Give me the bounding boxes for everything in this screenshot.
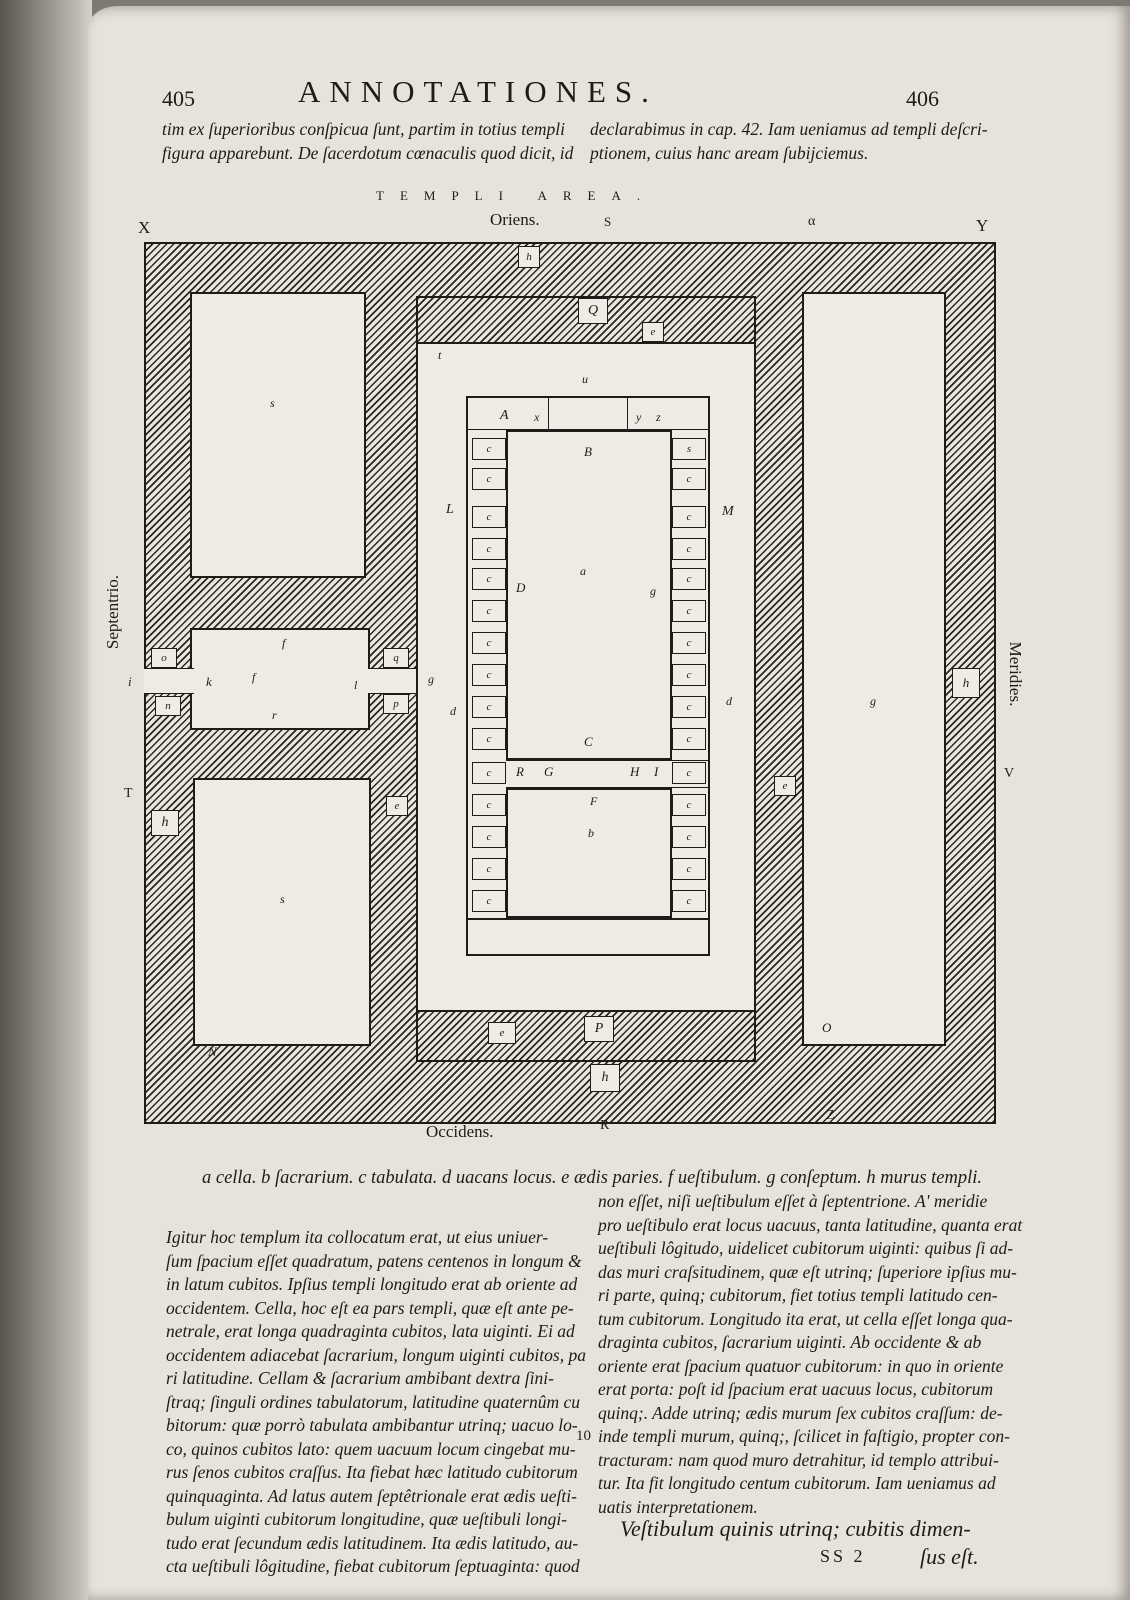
label-t: t [438, 348, 442, 362]
label-H: H [630, 764, 640, 779]
right-v-label: V [1004, 766, 1015, 781]
text-line: netrale, erat longa quadraginta cubitos, lata uiginti. Ei ad [166, 1321, 575, 1341]
chamber-cell: c [472, 468, 506, 490]
septentrio-label: Septentrio. [103, 574, 122, 650]
chamber-cell: c [672, 538, 706, 560]
plate-caption: a cella. b ſacrarium. c tabulata. d uacans locus. e ædis paries. f ueſtibulum. g conſeptum. h murus templi. [202, 1168, 983, 1188]
label-y: y [636, 410, 642, 424]
margin-line-number: 10 [576, 1428, 591, 1444]
bottom-last-word: ſus eſt. [920, 1544, 979, 1569]
chamber-cell: c [472, 506, 506, 528]
label-k: k [206, 674, 212, 689]
signature-mark: SS 2 [820, 1546, 866, 1566]
label-I: I [654, 764, 659, 779]
gate-h-top: h [518, 246, 540, 268]
south-court [802, 292, 946, 1046]
bottom-z-label: Z [826, 1108, 835, 1123]
chamber-cell: c [472, 890, 506, 912]
text-line: erat porta: poſt id ſpacium erat uacuus locus, cubitorum [598, 1379, 994, 1399]
gate-h-bottom: h [590, 1064, 620, 1092]
left-t-label: T [124, 786, 133, 801]
chamber-cell: c [472, 632, 506, 654]
chamber-cell: c [472, 568, 506, 590]
oriens-label: Oriens. [490, 210, 540, 229]
text-line: tudo erat ſecundum ædis latitudinem. Ita ædis latitudo, au- [166, 1532, 579, 1553]
text-line: ſum ſpacium eſſet quadratum, patens centenos in longum & [166, 1250, 582, 1271]
rear-line [466, 918, 710, 920]
label-L: L [446, 502, 454, 517]
label-M: M [722, 504, 734, 519]
chamber-cell: c [672, 858, 706, 880]
vestibule [190, 628, 370, 730]
chamber-cell: c [472, 794, 506, 816]
label-s: s [270, 396, 275, 410]
label-g-left: g [428, 672, 434, 686]
label-b: b [588, 826, 594, 840]
text-line: draginta cubitos, ſacrarium uiginti. Ab occidente & ab [598, 1332, 982, 1352]
label-u: u [582, 372, 588, 386]
sacrarium [506, 788, 672, 918]
text-line: cta ueſtibuli lôgitudine, fiebat cubitorum ſeptuaginta: quod [166, 1556, 580, 1576]
label-N: N [208, 1044, 217, 1059]
chamber-cell: c [472, 728, 506, 750]
gate-h-right: h [952, 668, 980, 698]
left-i-label: i [128, 674, 132, 689]
corner-x-label: X [138, 218, 151, 237]
chamber-cell: c [472, 664, 506, 686]
occidens-label: Occidens. [426, 1122, 494, 1141]
running-head: ANNOTATIONES. [298, 74, 658, 109]
gate-o-box: o [151, 648, 177, 668]
text-line: bitorum: quæ porrò tabulata ambibantur utrinq; uacuo lo- [166, 1415, 578, 1435]
chamber-cell: c [672, 696, 706, 718]
text-line: non eſſet, niſi ueſtibulum eſſet à ſeptentrione. A' meridie [598, 1191, 988, 1211]
gate-q-box: Q [578, 298, 608, 324]
text-line: ptionem, cuius hanc aream ſubijciemus. [590, 142, 869, 163]
label-x: x [534, 410, 540, 424]
text-line: uatis interpretationem. [598, 1496, 758, 1517]
text-line: das muri craſsitudinem, quæ eſt utrinq; ſuperiore ipſius mu- [598, 1261, 1017, 1282]
top-text-right [590, 118, 988, 165]
wall-e-box: e [386, 796, 408, 816]
text-line: occidentem adiacebat ſacrarium, longum uiginti cubitos, pa [166, 1344, 586, 1365]
text-line: in latum cubitos. Ipſius templi longitudo erat ab oriente ad [166, 1274, 578, 1294]
label-s-lower: s [280, 892, 285, 906]
chamber-cell: c [672, 664, 706, 686]
label-g-right: g [870, 694, 876, 708]
text-line: ri latitudine. Cellam & ſacrarium ambibant dextra ſini- [166, 1368, 554, 1388]
chamber-cell: c [672, 794, 706, 816]
text-line: Igitur hoc templum ita collocatum erat, ut eius uniuer- [166, 1227, 549, 1247]
corner-y-label: Y [976, 216, 989, 235]
wall-e-box: e [642, 322, 664, 342]
label-a: a [580, 564, 586, 578]
chamber-cell: c [672, 568, 706, 590]
text-line: rus ſenos cubitos craſſus. Ita fiebat hæc latitudo cubitorum [166, 1462, 578, 1482]
body-left-column [166, 1226, 586, 1579]
text-line: quinquaginta. Ad latus autem ſeptêtrionale erat ædis ueſti- [166, 1485, 577, 1506]
label-d-left: d [450, 704, 456, 718]
chamber-cell: c [672, 728, 706, 750]
label-z: z [656, 410, 661, 424]
gate-q-small-box: q [383, 648, 409, 668]
chamber-cell: c [672, 506, 706, 528]
left-page-number: 405 [162, 86, 195, 111]
gate-h-left: h [151, 810, 179, 836]
label-g-inner: g [650, 584, 656, 598]
label-O: O [822, 1020, 832, 1035]
chamber-cell: c [672, 600, 706, 622]
chamber-cell: c [672, 890, 706, 912]
text-line: tim ex ſuperioribus conſpicua ſunt, partim in totius templi [162, 119, 565, 139]
label-C: C [584, 734, 593, 749]
plate-title: TEMPLI AREA. [376, 188, 657, 203]
text-line: quinq;. Adde utrinq; ædis murum ſex cubitos craſſum: de- [598, 1402, 1003, 1423]
north-court-upper [190, 292, 366, 578]
chamber-cell: c [672, 468, 706, 490]
facing-page-edge [0, 0, 92, 1600]
wall-e-box: e [488, 1022, 516, 1044]
label-l: l [354, 678, 358, 692]
text-line: inde templi murum, quinq;, ſcilicet in faſtigio, propter con- [598, 1426, 1011, 1446]
bottom-text-line: Veſtibulum quinis utrinq; cubitis dimen- [620, 1516, 971, 1541]
label-D: D [516, 580, 526, 595]
text-line: ſtraq; ſinguli ordines tabulatorum, latitudine quaternûm cu [166, 1391, 580, 1412]
chamber-cell: c [472, 696, 506, 718]
label-f-upper: f [282, 636, 286, 650]
top-text-left [162, 118, 573, 165]
text-line: figura apparebunt. De ſacerdotum cœnaculis quod dicit, id [162, 142, 574, 163]
label-R: R [516, 764, 524, 779]
inner-passage [368, 668, 418, 694]
text-line: tur. Ita fit longitudo centum cubitorum. Iam ueniamus ad [598, 1473, 996, 1493]
label-f: f [252, 670, 256, 684]
right-page-number: 406 [906, 86, 939, 111]
text-line: declarabimus in cap. 42. Iam ueniamus ad templi deſcri- [590, 119, 988, 139]
chamber-cell: c [472, 538, 506, 560]
chamber-cell: c [472, 858, 506, 880]
porch-divider [548, 396, 628, 430]
text-line: occidentem. Cella, hoc eſt ea pars templi, quæ eſt ante pe- [166, 1297, 574, 1318]
gate-p-box: P [584, 1016, 614, 1042]
gate-p-small-box: p [383, 694, 409, 714]
chamber-cell: c [472, 826, 506, 848]
chamber-cell: c [472, 438, 506, 460]
chamber-cell: c [672, 762, 706, 784]
label-A: A [500, 408, 509, 423]
chamber-cell: c [472, 600, 506, 622]
chamber-cell: s [672, 438, 706, 460]
text-line: co, quinos cubitos lato: quem uacuum locum cingebat mu- [166, 1438, 576, 1459]
text-line: ri parte, quinq; cubitorum, fiet totius templi latitudo cen- [598, 1285, 998, 1305]
north-court-lower [193, 778, 371, 1046]
chamber-cell: c [472, 762, 506, 784]
label-d-right: d [726, 694, 732, 708]
text-line: ueſtibuli lôgitudo, uidelicet cubitorum uiginti: quibus ſi ad- [598, 1238, 1014, 1258]
chamber-cell: c [672, 826, 706, 848]
label-r: r [272, 708, 277, 722]
label-G: G [544, 764, 554, 779]
text-line: pro ueſtibulo erat locus uacuus, tanta latitudine, quanta erat [598, 1214, 1023, 1235]
bottom-r-label: R [600, 1118, 610, 1133]
text-line: oriente erat ſpacium quatuor cubitorum: in quo in oriente [598, 1355, 1004, 1376]
body-right-column [598, 1190, 1022, 1519]
label-F: F [590, 794, 598, 808]
north-passage [144, 668, 194, 694]
meridies-label: Meridies. [1006, 641, 1025, 707]
text-line: tum cubitorum. Longitudo ita erat, ut cella eſſet longa qua- [598, 1308, 1013, 1329]
top-s-label: S [604, 214, 612, 229]
label-B: B [584, 444, 592, 459]
top-alpha-label: α [808, 214, 816, 229]
cella [506, 430, 672, 760]
gate-n-box: n [155, 696, 181, 716]
text-line: tracturam: nam quod muro detrahitur, id templo attribui- [598, 1449, 999, 1470]
wall-e-box: e [774, 776, 796, 796]
text-line: bulum uiginti cubitorum longitudine, quæ ueſtibuli longi- [166, 1509, 568, 1529]
chamber-cell: c [672, 632, 706, 654]
